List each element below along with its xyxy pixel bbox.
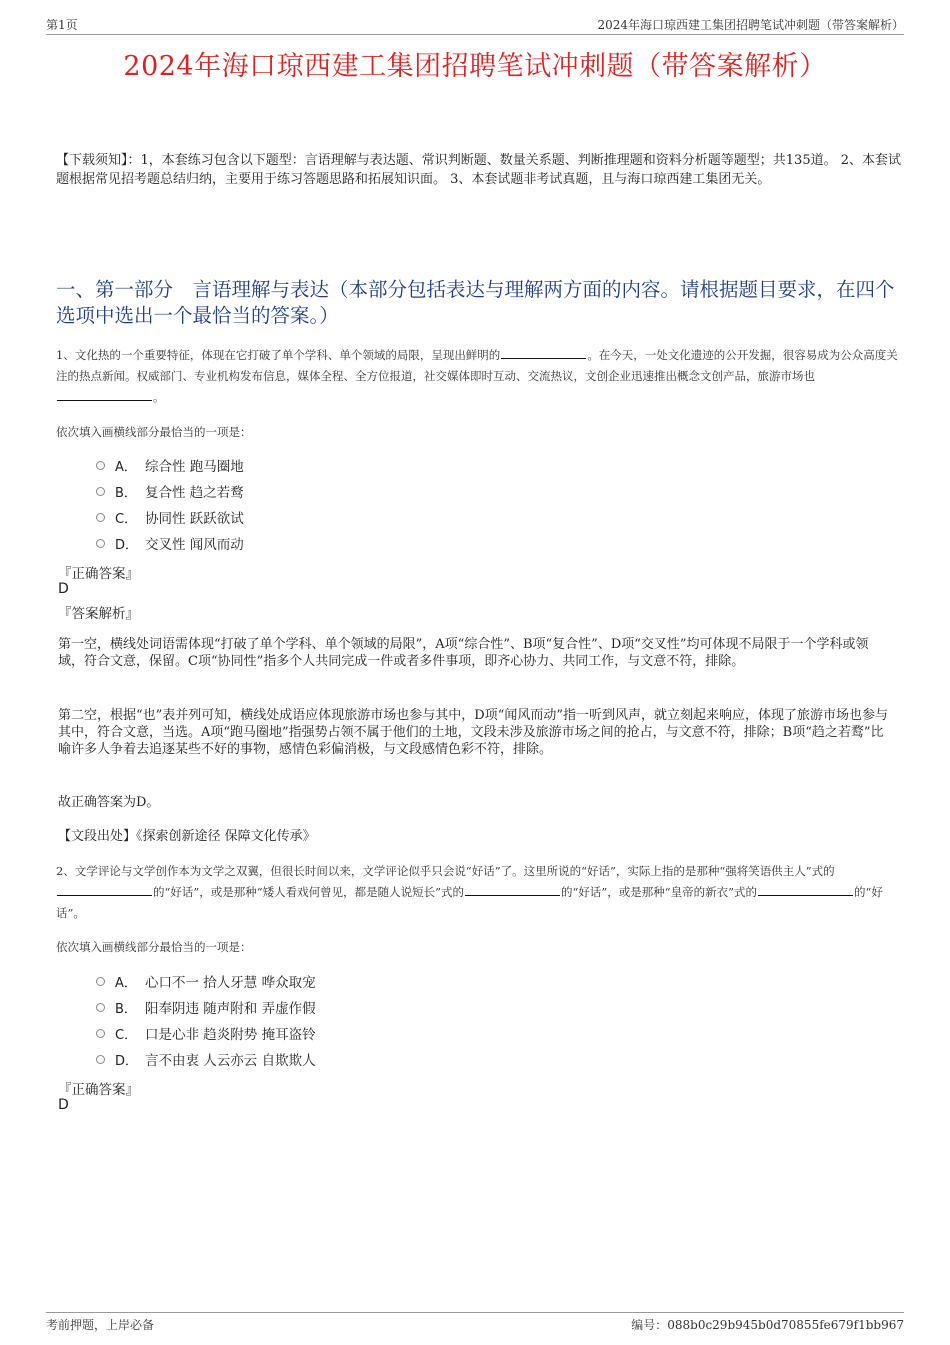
header-doc-title: 2024年海口琼西建工集团招聘笔试冲刺题（带答案解析） — [597, 18, 904, 32]
question-2-text-part: 的“好话”，或是那种“矮人看戏何曾见，都是随人说短长”式的 — [153, 885, 465, 899]
fill-blank — [57, 883, 152, 896]
document-code: 编号：088b0c29b945b0d70855fe679f1bb967 — [631, 1318, 904, 1332]
radio-icon[interactable] — [96, 1003, 105, 1012]
page-footer — [46, 1312, 904, 1333]
option-a[interactable] — [96, 968, 316, 994]
option-b[interactable] — [96, 478, 244, 504]
footer-slogan: 考前押题，上岸必备 — [46, 1318, 155, 1332]
option-d[interactable] — [96, 1046, 316, 1072]
option-letter: A． — [115, 975, 137, 991]
option-text: 复合性 趋之若鹜 — [145, 485, 244, 501]
radio-icon[interactable] — [96, 461, 105, 470]
analysis-paragraph: 第二空，根据“也”表并列可知，横线处成语应体现旅游市场也参与其中，D项“闻风而动”指一听到风声，就立刻起来响应，体现了旅游市场也参与其中，符合文意，当选。A项“跑马圈地”指强势占领不属于他们的土地，文段未涉及旅游市场之间的抢占，与文意不符，排除；B项“趋之若鹜”比喻许多人争着去追逐某些不好的事物，感情色彩偏消极，与文段感情色彩不符，排除。 — [58, 708, 889, 757]
question-2-text-part: 的“好话”。 — [56, 885, 883, 920]
question-2-text — [56, 861, 901, 924]
option-text: 口是心非 趋炎附势 掩耳盗铃 — [145, 1027, 316, 1043]
analysis-conclusion: 故正确答案为D。 — [58, 795, 160, 810]
fill-blank — [57, 388, 152, 401]
correct-answer: D — [58, 1097, 69, 1113]
option-d[interactable] — [96, 530, 244, 556]
download-notice: 【下载须知】：1，本套练习包含以下题型：言语理解与表达题、常识判断题、数量关系题、判断推理题和资料分析题等题型；共135道。 2、本套试题根据常见招考题总结归纳，主要用于练习答题思路和拓展知识面。 3、本套试题非考试真题，且与海口琼西建工集团无关。 — [56, 153, 901, 187]
option-text: 交叉性 闻风而动 — [145, 537, 244, 553]
question-1-text-part: 。 — [153, 390, 165, 404]
page-number: 第1页 — [46, 18, 78, 32]
analysis-paragraph: 第一空，横线处词语需体现“打破了单个学科、单个领域的局限”，A项“综合性”、B项“复合性”、D项“交叉性”均可体现不局限于一个学科或领域，符合文意，保留。C项“协同性”指多个人共同完成一件或者多件事项，即齐心协力、共同工作，与文意不符，排除。 — [58, 637, 869, 669]
option-letter: D． — [115, 1053, 139, 1069]
radio-icon[interactable] — [96, 1029, 105, 1038]
question-2-text-part: 的“好话”，或是那种“皇帝的新衣”式的 — [561, 885, 758, 899]
question-1-options — [96, 452, 244, 556]
fill-blank — [758, 883, 853, 896]
analysis-label: 『答案解析』 — [58, 606, 139, 622]
question-2-options — [96, 968, 316, 1072]
question-2-text-part: 2、文学评论与文学创作本为文学之双翼，但很长时间以来，文学评论似乎只会说“好话”了。这里所说的“好话”，实际上指的是那种“强将笑语供主人”式的 — [56, 864, 835, 878]
question-1-text — [56, 345, 901, 408]
radio-icon[interactable] — [96, 487, 105, 496]
option-letter: D． — [115, 537, 139, 553]
fill-blank — [465, 883, 560, 896]
question-1-text-part: 1、文化热的一个重要特征，体现在它打破了单个学科、单个领域的局限，呈现出鲜明的 — [56, 348, 501, 362]
option-a[interactable] — [96, 452, 244, 478]
radio-icon[interactable] — [96, 513, 105, 522]
option-b[interactable] — [96, 994, 316, 1020]
option-letter: C． — [115, 511, 138, 527]
passage-source: 【文段出处】《探索创新途径 保障文化传承》 — [58, 829, 316, 844]
correct-answer-label: 『正确答案』 — [58, 1082, 139, 1098]
option-letter: C． — [115, 1027, 138, 1043]
radio-icon[interactable] — [96, 539, 105, 548]
correct-answer-label: 『正确答案』 — [58, 566, 139, 582]
section-heading: 一、第一部分 言语理解与表达（本部分包括表达与理解两方面的内容。请根据题目要求，在四个选项中选出一个最恰当的答案。） — [56, 278, 895, 327]
correct-answer: D — [58, 581, 69, 597]
question-2-prompt: 依次填入画横线部分最恰当的一项是： — [56, 940, 252, 954]
option-text: 言不由衷 人云亦云 自欺欺人 — [145, 1053, 316, 1069]
option-text: 综合性 跑马圈地 — [145, 459, 244, 475]
fill-blank — [501, 346, 586, 359]
option-letter: B． — [115, 485, 137, 501]
page-title: 2024年海口琼西建工集团招聘笔试冲刺题（带答案解析） — [123, 51, 827, 82]
question-1-prompt: 依次填入画横线部分最恰当的一项是： — [56, 425, 252, 439]
option-letter: A． — [115, 459, 137, 475]
option-text: 协同性 跃跃欲试 — [145, 511, 244, 527]
option-c[interactable] — [96, 1020, 316, 1046]
radio-icon[interactable] — [96, 1055, 105, 1064]
option-letter: B． — [115, 1001, 137, 1017]
option-c[interactable] — [96, 504, 244, 530]
option-text: 心口不一 拾人牙慧 哗众取宠 — [145, 975, 316, 991]
option-text: 阳奉阴违 随声附和 弄虚作假 — [145, 1001, 316, 1017]
question-1-text-part: 。在今天，一处文化遗迹的公开发掘，很容易成为公众高度关注的热点新闻。权威部门、专业机构发布信息，媒体全程、全方位报道，社交媒体即时互动、交流热议，文创企业迅速推出概念文创产品，旅游市场也 — [56, 348, 898, 383]
running-header — [46, 14, 904, 35]
radio-icon[interactable] — [96, 977, 105, 986]
